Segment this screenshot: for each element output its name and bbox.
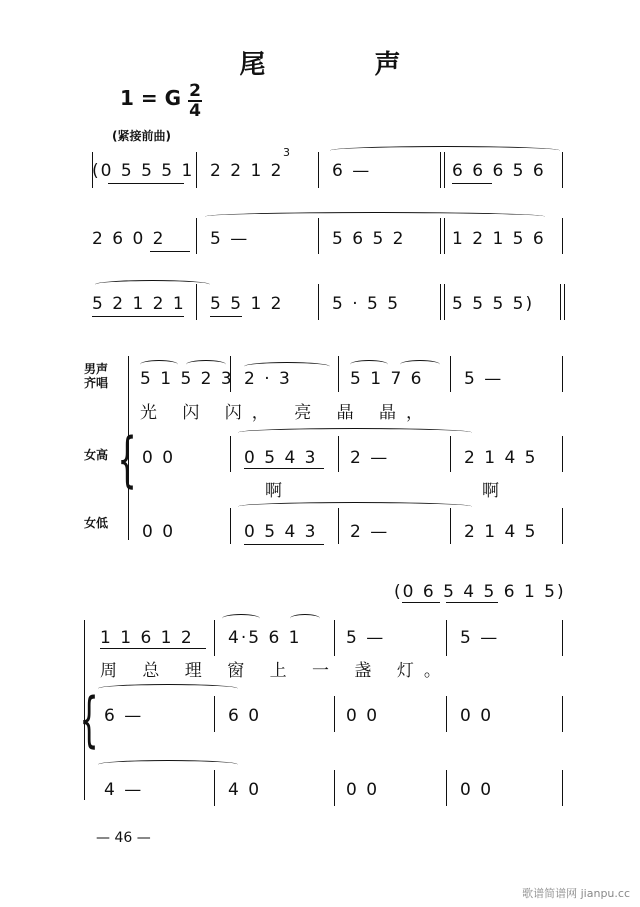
instrument-line: (0 6 5 4 5 6 1 5) xyxy=(394,582,566,602)
high-lyric-a: 啊 xyxy=(265,481,292,501)
time-signature-top: 2 xyxy=(189,81,201,101)
brace-s2: { xyxy=(79,685,99,755)
male-s2-m2: 4·5 6 1 xyxy=(228,628,302,648)
male-s1-m1: 5 1 5 2 3 xyxy=(140,369,234,389)
intro3-m1: 5 2 1 2 1 xyxy=(92,294,186,314)
male-label: 男声 齐唱 xyxy=(84,362,109,390)
time-signature-bottom: 4 xyxy=(189,101,201,121)
male-s2-lyrics: 周 总 理 窗 上 一 盏 灯。 xyxy=(100,661,451,681)
male-s2-m3: 5 — xyxy=(346,628,386,648)
low-s2-m4: 0 0 xyxy=(460,780,494,800)
intro2-m1: 2 6 0 2 xyxy=(92,229,166,249)
page-number: — 46 — xyxy=(96,830,151,846)
high-s2-m3: 0 0 xyxy=(346,706,380,726)
alto-low-label: 女低 xyxy=(84,516,109,530)
intro3-m3: 5 · 5 5 xyxy=(332,294,401,314)
key-signature: 1 = G xyxy=(120,86,182,110)
high-s1-m4: 2 1 4 5 xyxy=(464,448,538,468)
low-s2-m3: 0 0 xyxy=(346,780,380,800)
intro3-m4: 5 5 5 5) xyxy=(452,294,535,314)
low-s2-m2: 4 0 xyxy=(228,780,262,800)
male-s2-m1: 1 1 6 1 2 xyxy=(100,628,194,648)
tempo-note: (紧接前曲) xyxy=(112,129,171,143)
intro1-m2: 2 2 1 2 xyxy=(210,161,284,181)
low-s1-m1: 0 0 xyxy=(142,522,176,542)
high-s1-m3: 2 — xyxy=(350,448,390,468)
high-s2-m2: 6 0 xyxy=(228,706,262,726)
intro2-m3: 5 6 5 2 xyxy=(332,229,406,249)
male-s1-m3: 5 1 7 6 xyxy=(350,369,424,389)
male-s1-lyrics: 光 闪 闪， 亮 晶 晶， xyxy=(140,403,434,423)
intro1-m3: 6 — xyxy=(332,161,372,181)
page-title: 尾 声 xyxy=(239,50,451,80)
intro3-m2: 5 5 1 2 xyxy=(210,294,284,314)
low-s2-m1: 4 — xyxy=(104,780,144,800)
time-signature xyxy=(188,82,202,120)
high-s1-m2: 0 5 4 3 xyxy=(244,448,318,468)
triplet-mark: 3 xyxy=(283,146,290,159)
high-s2-m1: 6 — xyxy=(104,706,144,726)
low-s1-m2: 0 5 4 3 xyxy=(244,522,318,542)
male-s1-m4: 5 — xyxy=(464,369,504,389)
high-lyric-b: 啊 xyxy=(482,481,509,501)
intro2-m4: 1 2 1 5 6 xyxy=(452,229,546,249)
intro2-m2: 5 — xyxy=(210,229,250,249)
brace-high: { xyxy=(117,425,137,495)
alto-high-label: 女高 xyxy=(84,448,109,462)
male-s1-m2: 2 · 3 xyxy=(244,369,292,389)
low-s1-m4: 2 1 4 5 xyxy=(464,522,538,542)
intro1-m1: (0 5 5 5 1 xyxy=(92,161,195,181)
low-s1-m3: 2 — xyxy=(350,522,390,542)
high-s2-m4: 0 0 xyxy=(460,706,494,726)
intro1-m4: 6 6 6 5 6 xyxy=(452,161,546,181)
watermark: 歌谱简谱网 jianpu.cc xyxy=(522,887,630,900)
high-s1-m1: 0 0 xyxy=(142,448,176,468)
male-s2-m4: 5 — xyxy=(460,628,500,648)
